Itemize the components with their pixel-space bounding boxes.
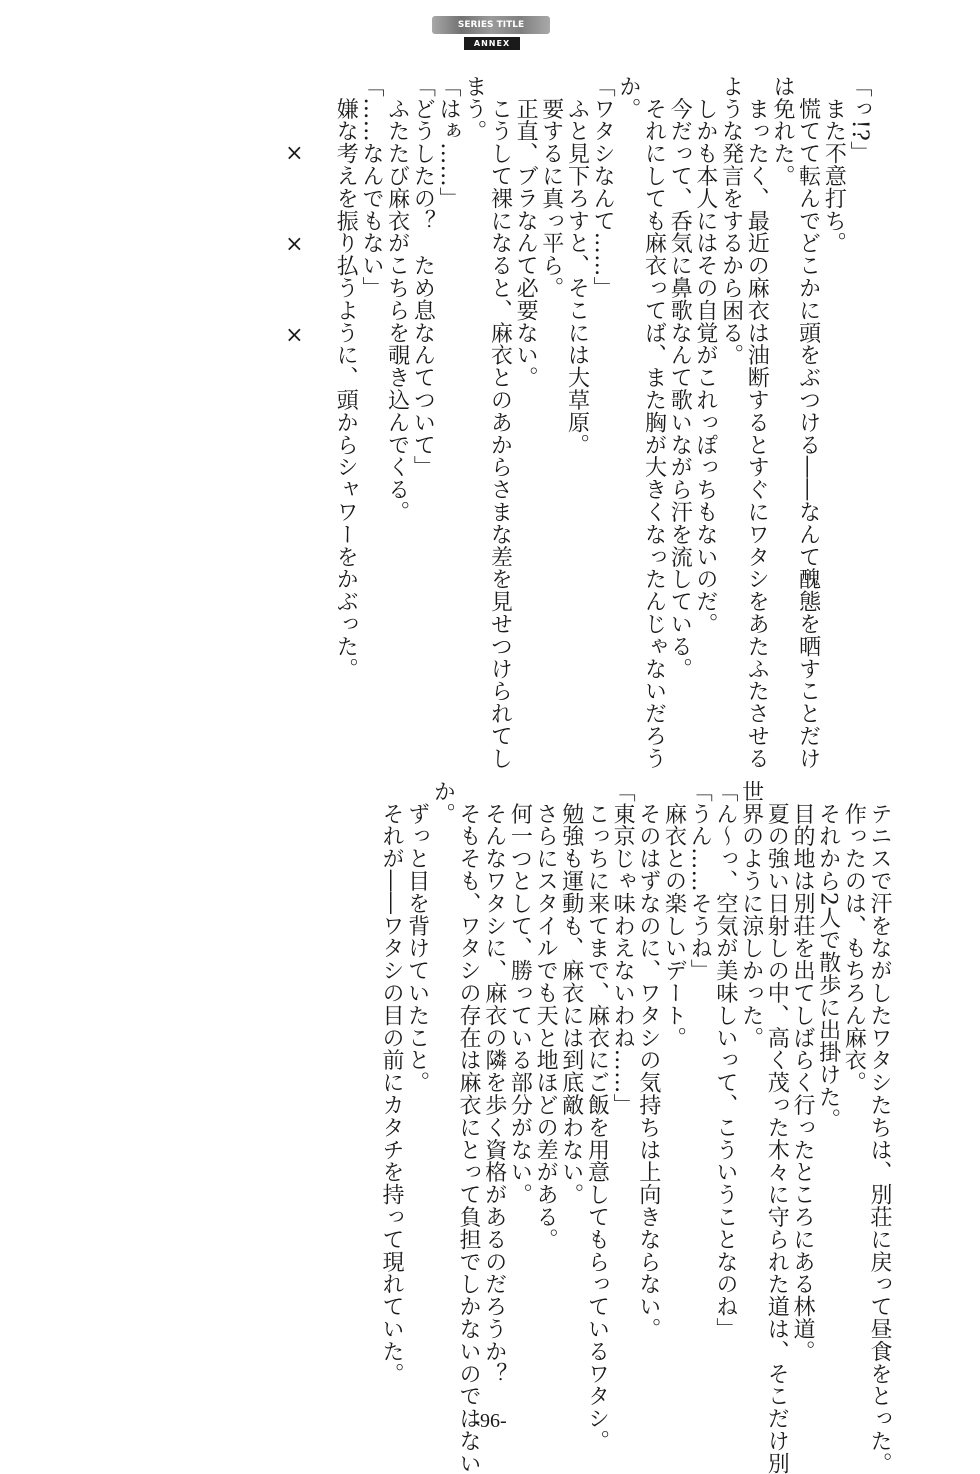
text-column: 勉強も運動も、麻衣には到底敵わない。 (558, 780, 584, 1206)
text-column: か。 (615, 75, 641, 120)
logo-subtitle: ANNEX (464, 37, 520, 50)
text-column: 世界のように涼しかった。 (738, 780, 764, 1049)
text-column: は免れた。 (769, 75, 795, 187)
text-column: 麻衣との楽しいデート。 (661, 780, 687, 1049)
text-column: 何一つとして、勝っている部分がない。 (507, 780, 533, 1206)
text-column: 嫌な考えを振り払うように、頭からシャワーをかぶった。 (333, 75, 359, 680)
text-column: 慌てて転んでどこかに頭をぶつける――なんて醜態を晒すことだけ (795, 75, 821, 770)
text-column: そのはずなのに、ワタシの気持ちは上向きならない。 (635, 780, 661, 1340)
text-column: 正直、ブラなんて必要ない。 (513, 75, 539, 389)
text-column: こうして裸になると、麻衣とのあからさまな差を見せつけられてし (487, 75, 513, 770)
text-column: ふたたび麻衣がこちらを覗き込んでくる。 (384, 75, 410, 523)
text-column: さらにスタイルでも天と地ほどの差がある。 (533, 780, 559, 1251)
text-column: まったく、最近の麻衣は油断するとすぐにワタシをあたふたさせる (744, 75, 770, 770)
text-column: 「はぁ……」 (436, 75, 461, 210)
text-column: そもそも、ワタシの存在は麻衣にとって負担でしかないのではない (456, 780, 481, 1474)
text-column: テニスで汗をながしたワタシたちは、別荘に戻って昼食をとった。 (867, 780, 892, 1474)
text-column: 「ワタシなんて……」 (590, 75, 616, 299)
text-column: また不意打ち。 (821, 75, 847, 255)
text-column: こっちに来てまで、麻衣にご飯を用意してもらっているワタシ。 (584, 780, 610, 1452)
text-column: 「ん～っ、空気が美味しいって、こういうことなのね」 (712, 780, 738, 1340)
text-column: まう。 (461, 75, 487, 143)
text-column: ような発言をするから困る。 (718, 75, 744, 367)
text-column: しかも本人にはその自覚がこれっぽっちもないのだ。 (692, 75, 718, 635)
text-column: それにしても麻衣ってば、また胸が大きくなったんじゃないだろう (641, 75, 667, 770)
text-column: それが――ワタシの目の前にカタチを持って現れていた。 (378, 780, 404, 1385)
text-column: 要するに真っ平ら。 (538, 75, 564, 299)
text-column: 作ったのは、もちろん麻衣。 (841, 780, 867, 1094)
blank-column (307, 75, 333, 695)
text-column: か。 (430, 780, 456, 825)
text-column: 「……なんでもない」 (358, 75, 384, 299)
logo-title: SERIES TITLE (432, 16, 550, 34)
text-column: ずっと目を背けていたこと。 (404, 780, 430, 1094)
text-column: そんなワタシに、麻衣の隣を歩く資格があるのだろうか？ (481, 780, 507, 1385)
text-column: 今だって、呑気に鼻歌なんて歌いながら汗を流している。 (667, 75, 693, 680)
header-logo (432, 8, 550, 52)
text-column: それから2人で散歩に出掛けた。 (815, 780, 841, 1131)
top-text-block (281, 75, 872, 770)
text-column: 「どうしたの？ ため息なんてついて」 (410, 75, 436, 479)
page-number: -96- (473, 1410, 507, 1432)
text-column: 「うん……そうね」 (687, 780, 713, 982)
scene-break-marks: × × × (281, 75, 307, 348)
text-column: 「っ!?」 (847, 75, 872, 164)
text-column: 「東京じゃ味わえないわね……」 (610, 780, 636, 1116)
text-column: 目的地は別荘を出てしばらく行ったところにある林道。 (789, 780, 815, 1363)
text-column: ふと見下ろすと、そこには大草原。 (564, 75, 590, 456)
text-column: 夏の強い日射しの中、高く茂った木々に守られた道は、そこだけ別 (764, 780, 790, 1474)
